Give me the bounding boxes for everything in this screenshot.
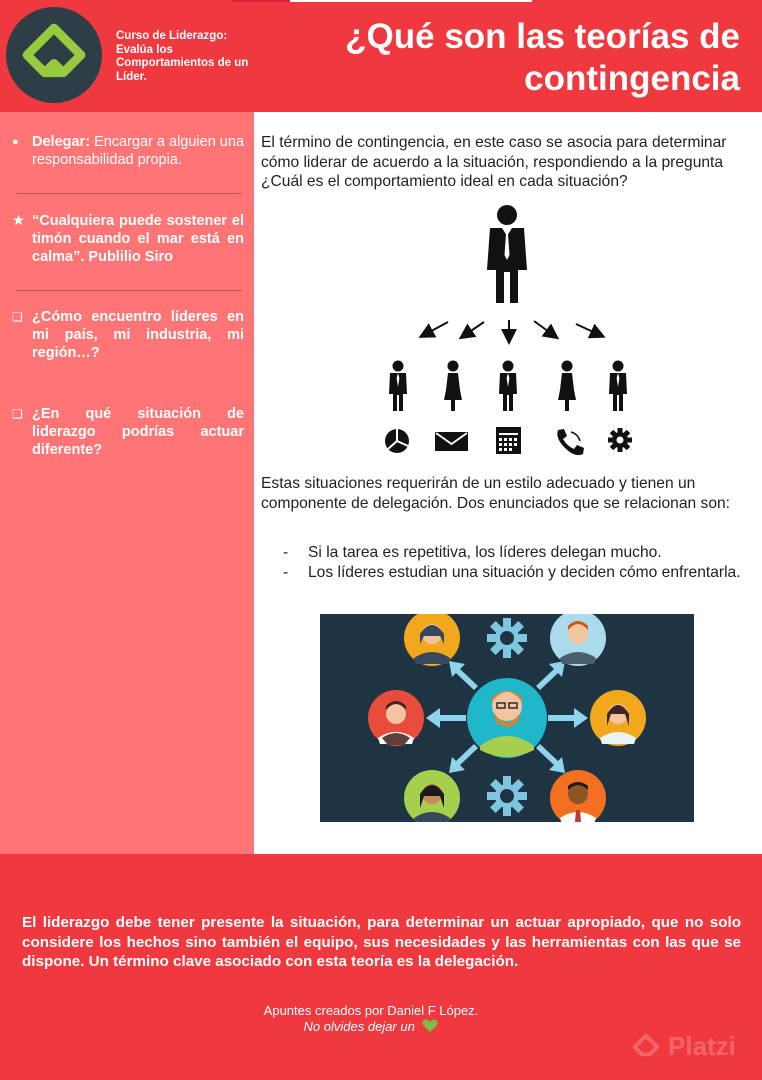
bullet-dot: ● [12, 136, 19, 148]
header-top-accent-white [290, 0, 532, 2]
star-bullet-icon: ★ [12, 213, 25, 229]
list-item [283, 543, 743, 563]
page-title: ¿Qué son las teorías de contingencia [345, 17, 740, 98]
statement-text: Los líderes estudian una situación y deciden cómo enfrentarla. [308, 563, 741, 581]
team-network-illustration [320, 614, 694, 822]
green-heart-icon [422, 1019, 438, 1033]
sidebar-divider [16, 193, 242, 194]
sidebar [0, 112, 254, 854]
platzi-watermark-text: Platzi [668, 1031, 736, 1061]
list-dash: - [283, 544, 289, 561]
center-avatar [467, 678, 547, 758]
mail-icon [435, 432, 468, 451]
avatar-bottom-left [404, 770, 460, 822]
avatar-top-left [404, 614, 460, 666]
platzi-logo [6, 7, 102, 103]
platzi-watermark-icon [628, 1029, 664, 1065]
checkbox-bullet-icon: ❏ [12, 407, 23, 421]
intro-paragraph: El término de contingencia, en este caso se asocia para determinar cómo liderar de acuerdo a la situación, respondiendo a la pregunta ¿Cuál es el comportamiento ideal en cada situación? [261, 134, 727, 190]
avatar-top-right [550, 614, 606, 666]
calendar-icon [496, 427, 521, 454]
platzi-logo-icon [6, 7, 102, 103]
question-1-text: ¿Cómo encuentro líderes en mi país, mi industria, mi región…? [32, 309, 244, 361]
credit-text: Apuntes creados por Daniel F López. [263, 1003, 479, 1018]
leader-hierarchy-illustration [370, 200, 650, 460]
question-2-text: ¿En qué situación de liderazgo podrías actuar diferente? [32, 406, 244, 458]
avatar-bottom-right [550, 770, 606, 822]
header-banner [0, 0, 762, 112]
delegation-arrows [422, 320, 602, 341]
leader-figure [487, 205, 527, 303]
pie-chart-icon [385, 429, 409, 453]
course-label: Curso de Liderazgo: Evalúa los Comportamientos de un Líder. [116, 30, 249, 83]
gear-icon [487, 776, 527, 816]
list-item [283, 563, 743, 583]
statements-list [283, 543, 743, 582]
footer-banner [0, 854, 762, 1080]
quote-text: “Cualquiera puede sostener el timón cuando el mar está en calma”. Publilio Siro [32, 213, 244, 265]
situations-paragraph: Estas situaciones requerirán de un estilo adecuado y tienen un componente de delegación. Dos enunciados que se relacionan son: [261, 475, 731, 512]
gear-icon [487, 618, 527, 658]
checkbox-bullet-icon: ❏ [12, 310, 23, 324]
footer-message: El liderazgo debe tener presente la situación, para determinar un actuar apropiado, que no solo considere los hechos sino también el equipo, sus necesidades y las herramientas con las que se dispone. Un término clave asociado con esta teoría es la delegación. [22, 914, 741, 970]
sidebar-divider [16, 290, 242, 291]
delegate-term: Delegar: [32, 134, 91, 150]
team-figures [389, 361, 627, 412]
reminder-text: No olvides dejar un [303, 1019, 415, 1034]
header-top-accent [232, 0, 290, 2]
avatar-right [590, 690, 646, 746]
statement-text: Si la tarea es repetitiva, los líderes delegan mucho. [308, 544, 662, 561]
gear-icon [608, 428, 632, 452]
network-diagram [320, 614, 694, 822]
delegate-definition [32, 133, 244, 169]
list-dash: - [283, 563, 289, 581]
avatar-left [368, 690, 424, 746]
phone-icon [557, 429, 584, 455]
platzi-watermark [626, 1027, 760, 1067]
delegate-definition-text: Encargar a alguien una responsabilidad propia. [32, 134, 245, 168]
